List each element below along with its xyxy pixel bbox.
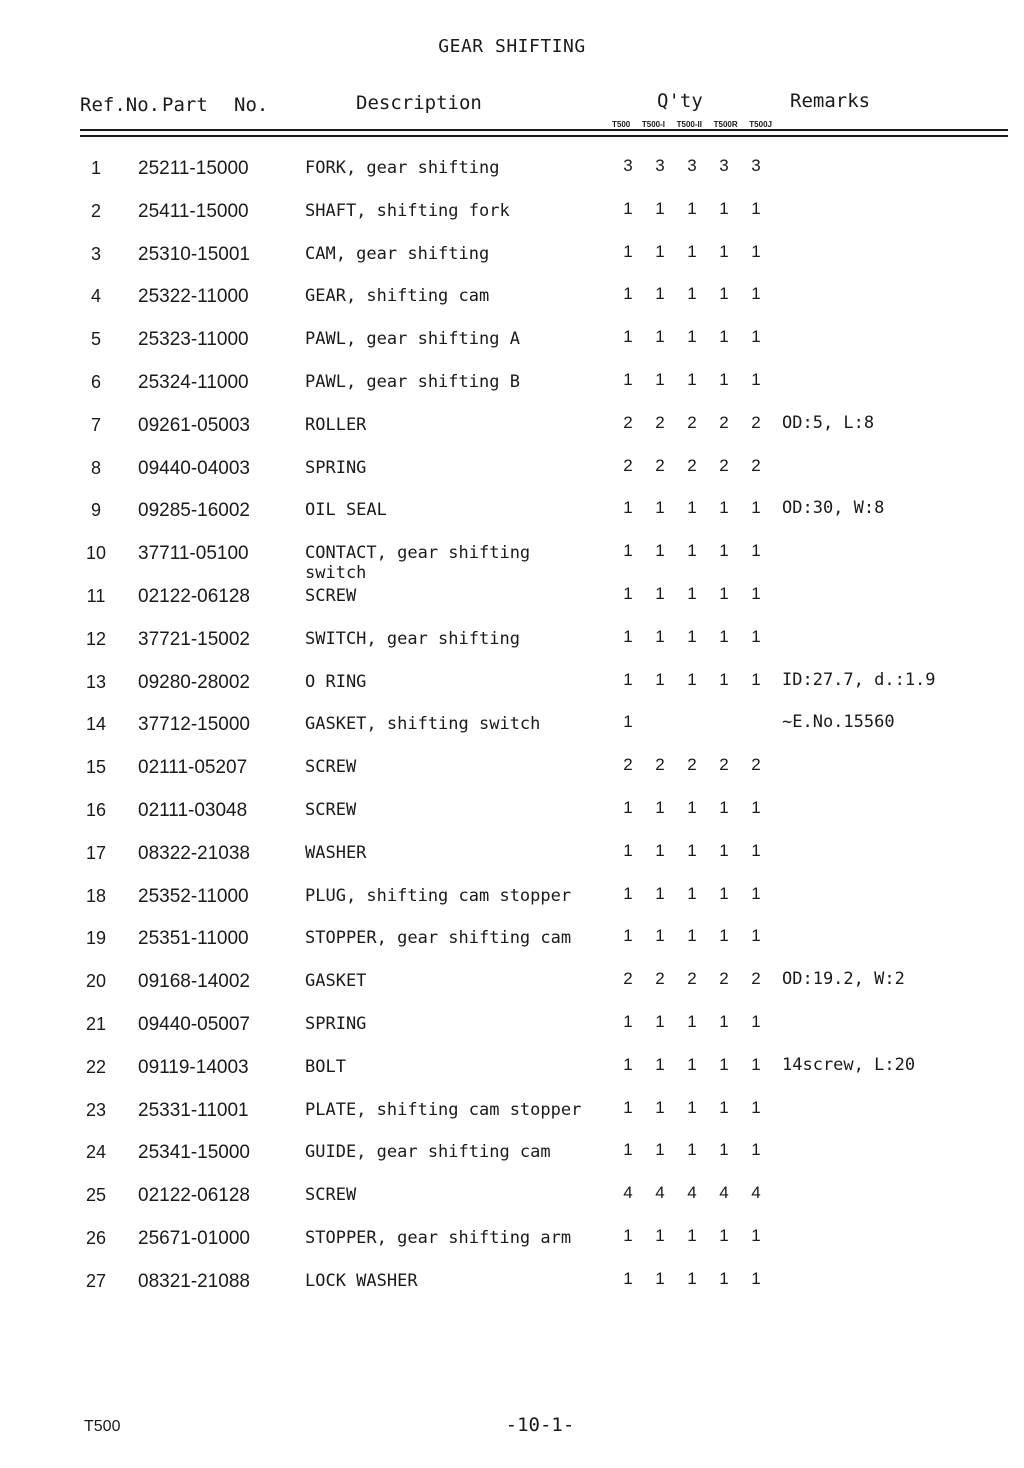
table-row [0, 191, 1024, 234]
header-divider [80, 129, 1008, 131]
quantity-value: 1 [655, 884, 665, 903]
quantity-value: 1 [719, 242, 729, 261]
quantity-value: 3 [655, 156, 665, 175]
quantity-cells [612, 798, 772, 818]
quantity-value: 1 [623, 284, 633, 303]
quantity-value: 1 [655, 1269, 665, 1288]
page-number: -10-1- [505, 1414, 575, 1436]
quantity-value: 1 [719, 370, 729, 389]
header-ref-no: Ref.No. [80, 94, 161, 116]
quantity-value: 2 [655, 969, 665, 988]
quantity-value: 1 [655, 926, 665, 945]
table-row [0, 876, 1024, 919]
quantity-value: 1 [687, 541, 697, 560]
quantity-value: 1 [623, 1140, 633, 1159]
quantity-value [644, 712, 676, 732]
quantity-value: 2 [623, 456, 633, 475]
part-description: GUIDE, gear shifting cam [305, 1142, 551, 1162]
quantity-value: 1 [687, 1226, 697, 1245]
quantity-value: 4 [623, 1183, 633, 1202]
part-number: 25341-15000 [138, 1142, 250, 1163]
quantity-value: 1 [751, 1226, 761, 1245]
quantity-value: 2 [751, 969, 761, 988]
quantity-value: 2 [623, 969, 633, 988]
table-row [0, 1004, 1024, 1047]
quantity-value: 1 [719, 1269, 729, 1288]
page-title: GEAR SHIFTING [438, 36, 586, 57]
part-description: SPRING [305, 458, 367, 478]
part-description: PLATE, shifting cam stopper [305, 1100, 582, 1120]
part-description: SHAFT, shifting fork [305, 201, 510, 221]
ref-number: 1 [90, 158, 101, 178]
quantity-cells [612, 1183, 772, 1203]
quantity-value: 1 [655, 199, 665, 218]
part-number: 25323-11000 [138, 329, 249, 350]
quantity-value: 1 [751, 1012, 761, 1031]
quantity-cells [612, 199, 772, 219]
quantity-cells [612, 712, 772, 732]
quantity-cells [612, 884, 772, 904]
quantity-value: 1 [687, 841, 697, 860]
ref-number: 25 [85, 1185, 107, 1205]
quantity-value: 1 [687, 884, 697, 903]
part-number: 09285-16002 [138, 500, 250, 521]
part-number: 37712-15000 [138, 714, 250, 735]
quantity-value: 1 [655, 1226, 665, 1245]
table-row [0, 1047, 1024, 1090]
quantity-value: 1 [623, 1055, 633, 1074]
part-number: 08322-21038 [138, 843, 250, 864]
table-row [0, 704, 1024, 747]
quantity-cells [612, 541, 772, 561]
part-number: 25310-15001 [138, 244, 250, 265]
quantity-value: 2 [687, 456, 697, 475]
part-number: 37711-05100 [138, 543, 249, 564]
ref-number: 12 [85, 629, 107, 649]
table-row [0, 1090, 1024, 1133]
quantity-value: 1 [687, 498, 697, 517]
quantity-value: 1 [751, 926, 761, 945]
quantity-value: 1 [719, 1055, 729, 1074]
quantity-value [740, 712, 772, 732]
quantity-value: 1 [655, 584, 665, 603]
remarks-value: 14screw, L:20 [782, 1055, 916, 1075]
part-description: GASKET, shifting switch [305, 714, 541, 734]
table-row [0, 276, 1024, 319]
part-number: 25324-11000 [138, 372, 249, 393]
quantity-value: 1 [751, 541, 761, 560]
quantity-value: 1 [655, 541, 665, 560]
quantity-value: 2 [719, 413, 729, 432]
quantity-value: 1 [623, 1226, 633, 1245]
quantity-value: 1 [655, 370, 665, 389]
part-number: 25411-15000 [138, 201, 249, 222]
quantity-value: 1 [687, 798, 697, 817]
header-qty: Q'ty [657, 90, 703, 112]
part-number: 02111-05207 [138, 757, 248, 778]
quantity-cells [612, 755, 772, 775]
quantity-value: 2 [687, 969, 697, 988]
quantity-value: 2 [719, 755, 729, 774]
quantity-cells [612, 1012, 772, 1032]
part-description: ROLLER [305, 415, 367, 435]
quantity-cells [612, 1055, 772, 1075]
quantity-value: 1 [687, 242, 697, 261]
quantity-value: 4 [687, 1183, 697, 1202]
part-description: OIL SEAL [305, 500, 387, 520]
quantity-value: 1 [751, 498, 761, 517]
table-row [0, 576, 1024, 619]
ref-number: 4 [90, 286, 101, 306]
quantity-value: 1 [623, 199, 633, 218]
quantity-cells [612, 670, 772, 690]
table-row [0, 918, 1024, 961]
quantity-value: 1 [719, 1140, 729, 1159]
part-number: 25352-11000 [138, 886, 249, 907]
quantity-value: 1 [687, 370, 697, 389]
part-number: 09119-14003 [138, 1057, 249, 1078]
quantity-value: 2 [687, 755, 697, 774]
quantity-cells [612, 584, 772, 604]
table-row [0, 662, 1024, 705]
quantity-value: 1 [751, 1098, 761, 1117]
quantity-value: 3 [623, 156, 633, 175]
quantity-value: 1 [687, 1140, 697, 1159]
quantity-value: 1 [623, 1012, 633, 1031]
ref-number: 16 [85, 800, 107, 820]
part-description: WASHER [305, 843, 367, 863]
part-description: STOPPER, gear shifting cam [305, 928, 572, 948]
table-row [0, 148, 1024, 191]
ref-number: 27 [85, 1271, 107, 1291]
table-row [0, 747, 1024, 790]
quantity-value: 1 [719, 841, 729, 860]
part-number: 08321-21088 [138, 1271, 250, 1292]
part-description: O RING [305, 672, 367, 692]
quantity-value: 2 [655, 456, 665, 475]
quantity-value: 1 [719, 627, 729, 646]
quantity-value: 1 [687, 1269, 697, 1288]
quantity-value: 4 [751, 1183, 761, 1202]
quantity-value: 2 [751, 413, 761, 432]
table-row [0, 1175, 1024, 1218]
table-row [0, 448, 1024, 491]
quantity-value: 1 [687, 1055, 697, 1074]
ref-number: 22 [85, 1057, 107, 1077]
part-description: SCREW [305, 586, 357, 606]
quantity-value: 1 [687, 670, 697, 689]
quantity-value: 2 [655, 413, 665, 432]
header-part: Part [162, 94, 208, 116]
quantity-value: 1 [719, 1226, 729, 1245]
quantity-value: 1 [623, 242, 633, 261]
quantity-value: 1 [687, 1012, 697, 1031]
ref-number: 13 [85, 672, 107, 692]
table-row [0, 790, 1024, 833]
quantity-cells [612, 456, 772, 476]
quantity-cells [612, 156, 772, 176]
table-row [0, 490, 1024, 533]
quantity-cells [612, 1269, 772, 1289]
quantity-value: 1 [655, 327, 665, 346]
quantity-value: 2 [623, 755, 633, 774]
quantity-cells [612, 926, 772, 946]
quantity-cells [612, 841, 772, 861]
quantity-cells [612, 1226, 772, 1246]
part-number: 37721-15002 [138, 629, 250, 650]
ref-number: 7 [90, 415, 101, 435]
quantity-value: 1 [751, 1269, 761, 1288]
remarks-value: ID:27.7, d.:1.9 [782, 670, 936, 690]
header-description: Description [356, 92, 482, 114]
model-columns [612, 120, 772, 129]
quantity-value: 3 [719, 156, 729, 175]
part-number: 09280-28002 [138, 672, 250, 693]
quantity-cells [612, 1098, 772, 1118]
quantity-value: 2 [655, 755, 665, 774]
quantity-value: 4 [655, 1183, 665, 1202]
quantity-value: 1 [655, 1012, 665, 1031]
quantity-value: 2 [751, 755, 761, 774]
quantity-value: 1 [623, 884, 633, 903]
quantity-value: 1 [655, 670, 665, 689]
part-number: 09261-05003 [138, 415, 250, 436]
part-description: SCREW [305, 1185, 357, 1205]
quantity-value: 1 [719, 327, 729, 346]
part-number: 02111-03048 [138, 800, 248, 821]
quantity-value: 1 [623, 670, 633, 689]
quantity-value: 1 [623, 798, 633, 817]
quantity-value [676, 712, 708, 732]
part-description: PAWL, gear shifting A [305, 329, 520, 349]
quantity-value: 1 [623, 584, 633, 603]
part-number: 02122-06128 [138, 1185, 250, 1206]
part-number: 09440-05007 [138, 1014, 250, 1035]
quantity-value: 1 [719, 541, 729, 560]
quantity-value: 1 [751, 1055, 761, 1074]
table-row [0, 961, 1024, 1004]
part-description: FORK, gear shifting [305, 158, 500, 178]
part-description: SWITCH, gear shifting [305, 629, 520, 649]
quantity-value: 1 [687, 284, 697, 303]
quantity-value: 2 [687, 413, 697, 432]
quantity-cells [612, 284, 772, 304]
ref-number: 8 [90, 458, 101, 478]
quantity-value: 1 [623, 841, 633, 860]
ref-number: 18 [85, 886, 107, 906]
model-label: T500J [749, 120, 772, 129]
quantity-value: 1 [655, 1055, 665, 1074]
part-description: SCREW [305, 757, 357, 777]
table-row [0, 1261, 1024, 1304]
ref-number: 24 [85, 1142, 107, 1162]
header-no: No. [234, 94, 269, 116]
remarks-value: ~E.No.15560 [782, 712, 895, 732]
part-description: CONTACT, gear shifting switch [305, 543, 531, 583]
part-number: 25211-15000 [138, 158, 249, 179]
part-number: 25331-11001 [138, 1100, 249, 1121]
quantity-cells [612, 1140, 772, 1160]
part-description: LOCK WASHER [305, 1271, 418, 1291]
quantity-value: 1 [751, 284, 761, 303]
quantity-value: 1 [751, 199, 761, 218]
header-remarks: Remarks [790, 90, 871, 112]
quantity-value [708, 712, 740, 732]
quantity-value: 1 [655, 798, 665, 817]
quantity-cells [612, 327, 772, 347]
quantity-value: 1 [655, 1098, 665, 1117]
quantity-value: 1 [655, 242, 665, 261]
part-number: 25671-01000 [138, 1228, 250, 1249]
table-row [0, 319, 1024, 362]
quantity-value: 3 [751, 156, 761, 175]
table-row [0, 1218, 1024, 1261]
ref-number: 11 [86, 586, 106, 606]
footer-model: T500 [84, 1418, 121, 1435]
table-row [0, 533, 1024, 583]
model-label: T500R [713, 120, 738, 129]
part-description: PLUG, shifting cam stopper [305, 886, 572, 906]
quantity-value: 1 [623, 370, 633, 389]
quantity-value: 1 [687, 199, 697, 218]
quantity-value: 1 [719, 670, 729, 689]
quantity-value: 1 [719, 199, 729, 218]
quantity-value: 1 [623, 1269, 633, 1288]
ref-number: 5 [90, 329, 101, 349]
quantity-value: 3 [687, 156, 697, 175]
quantity-cells [612, 242, 772, 262]
quantity-value: 1 [687, 327, 697, 346]
quantity-value: 1 [623, 541, 633, 560]
quantity-value: 1 [655, 841, 665, 860]
part-description: STOPPER, gear shifting arm [305, 1228, 572, 1248]
quantity-value: 1 [655, 284, 665, 303]
quantity-value: 1 [687, 926, 697, 945]
quantity-value: 4 [719, 1183, 729, 1202]
quantity-value: 1 [623, 498, 633, 517]
ref-number: 6 [90, 372, 101, 392]
remarks-value: OD:19.2, W:2 [782, 969, 905, 989]
quantity-value: 1 [655, 627, 665, 646]
quantity-value: 1 [751, 242, 761, 261]
quantity-cells [612, 627, 772, 647]
quantity-value: 1 [751, 627, 761, 646]
ref-number: 3 [90, 244, 101, 264]
quantity-value: 1 [655, 498, 665, 517]
part-number: 25351-11000 [138, 928, 249, 949]
part-description: GEAR, shifting cam [305, 286, 490, 306]
quantity-value: 1 [751, 584, 761, 603]
quantity-value: 1 [751, 670, 761, 689]
quantity-value: 2 [719, 456, 729, 475]
part-number: 09168-14002 [138, 971, 250, 992]
quantity-value: 1 [687, 584, 697, 603]
ref-number: 21 [85, 1014, 107, 1034]
header-divider [80, 135, 1008, 137]
remarks-value: OD:30, W:8 [782, 498, 885, 518]
ref-number: 15 [85, 757, 107, 777]
part-number: 25322-11000 [138, 286, 249, 307]
quantity-value: 1 [623, 1098, 633, 1117]
quantity-value: 1 [719, 498, 729, 517]
remarks-value: OD:5, L:8 [782, 413, 875, 433]
quantity-value: 1 [623, 926, 633, 945]
quantity-value: 1 [623, 327, 633, 346]
quantity-value: 1 [751, 327, 761, 346]
quantity-value: 1 [687, 627, 697, 646]
quantity-value: 1 [751, 370, 761, 389]
quantity-value: 1 [719, 1012, 729, 1031]
ref-number: 20 [85, 971, 107, 991]
quantity-value: 1 [687, 1098, 697, 1117]
table-row [0, 1132, 1024, 1175]
quantity-value: 1 [655, 1140, 665, 1159]
quantity-value: 1 [751, 1140, 761, 1159]
table-row [0, 619, 1024, 662]
ref-number: 14 [85, 714, 107, 734]
ref-number: 26 [85, 1228, 107, 1248]
part-number: 02122-06128 [138, 586, 250, 607]
ref-number: 17 [85, 843, 107, 863]
part-description: SPRING [305, 1014, 367, 1034]
quantity-value: 1 [719, 584, 729, 603]
part-description: PAWL, gear shifting B [305, 372, 520, 392]
quantity-value: 1 [751, 884, 761, 903]
model-label: T500-I [641, 120, 665, 129]
quantity-value: 1 [751, 798, 761, 817]
part-description: CAM, gear shifting [305, 244, 490, 264]
quantity-value: 1 [623, 627, 633, 646]
model-label: T500-II [676, 120, 702, 129]
part-description: GASKET [305, 971, 367, 991]
quantity-value: 1 [623, 712, 633, 731]
quantity-value: 1 [751, 841, 761, 860]
quantity-value: 2 [623, 413, 633, 432]
quantity-value: 2 [751, 456, 761, 475]
table-row [0, 405, 1024, 448]
ref-number: 2 [90, 201, 101, 221]
ref-number: 19 [85, 928, 107, 948]
quantity-value: 1 [719, 926, 729, 945]
quantity-value: 1 [719, 284, 729, 303]
ref-number: 23 [85, 1100, 107, 1120]
table-row [0, 833, 1024, 876]
quantity-value: 2 [719, 969, 729, 988]
quantity-value: 1 [719, 798, 729, 817]
quantity-cells [612, 969, 772, 989]
part-description: SCREW [305, 800, 357, 820]
part-description: BOLT [305, 1057, 346, 1077]
quantity-value: 1 [719, 1098, 729, 1117]
ref-number: 10 [85, 543, 107, 563]
model-label: T500 [612, 120, 631, 129]
part-number: 09440-04003 [138, 458, 250, 479]
quantity-cells [612, 498, 772, 518]
quantity-cells [612, 413, 772, 433]
table-row [0, 234, 1024, 277]
quantity-cells [612, 370, 772, 390]
table-row [0, 362, 1024, 405]
ref-number: 9 [90, 500, 101, 520]
quantity-value: 1 [719, 884, 729, 903]
